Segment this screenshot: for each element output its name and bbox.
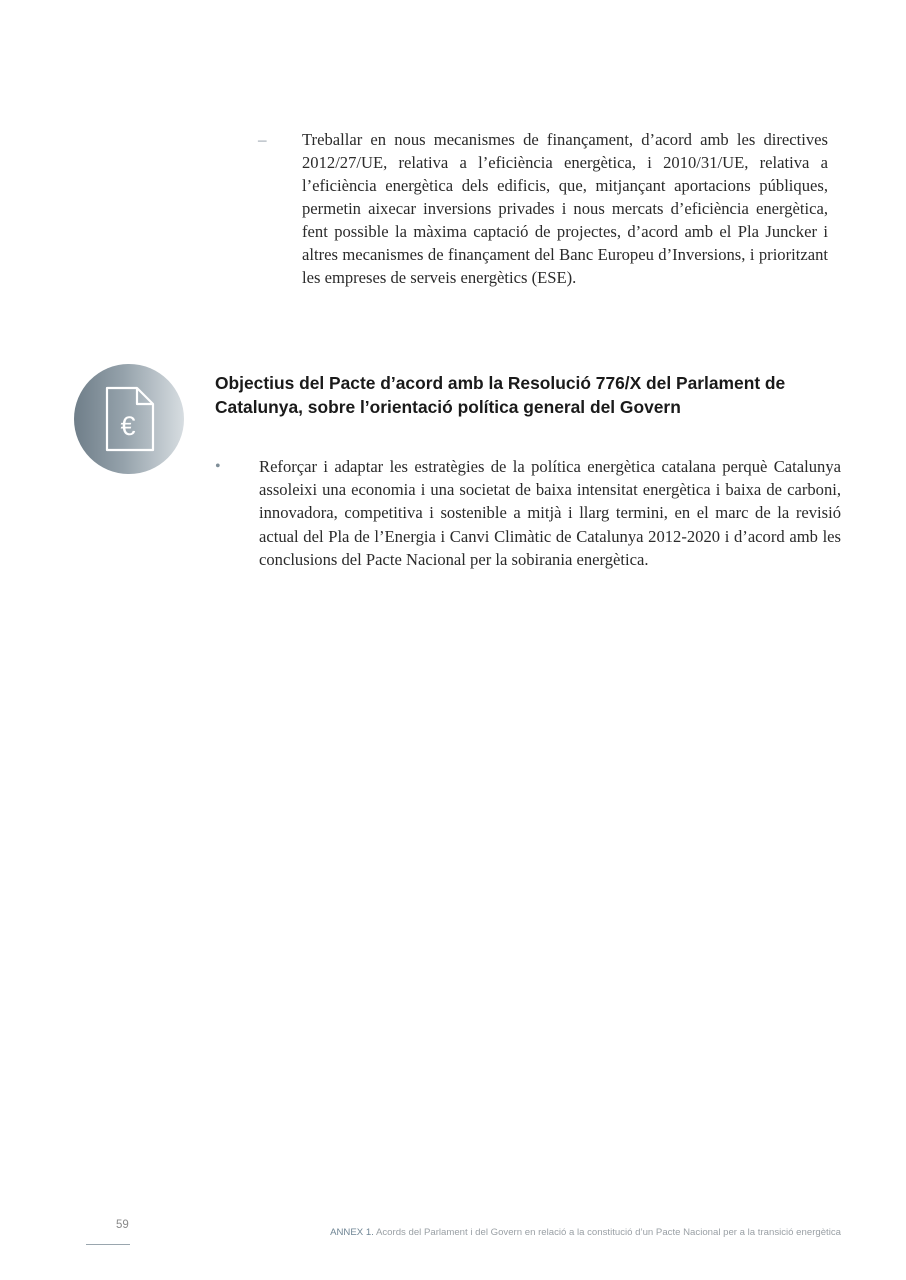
bullet-list-item <box>215 455 841 571</box>
euro-document-icon <box>74 364 184 474</box>
footer-annex-label: ANNEX 1. <box>330 1227 374 1238</box>
running-footer <box>330 1227 841 1238</box>
section-heading: Objectius del Pacte d’acord amb la Resolució 776/X del Parlament de Catalunya, sobre l’orientació política general del Govern <box>215 373 786 417</box>
euro-symbol: € <box>120 411 136 441</box>
footer-annex-title: Acords del Parlament i del Govern en relació a la constitució d’un Pacte Nacional per a la transició energètica <box>375 1227 841 1238</box>
page-number-rule <box>86 1244 130 1245</box>
dash-item-text: Treballar en nous mecanismes de finançament, d’acord amb les directives 2012/27/UE, relativa a l’eficiència energètica, i 2010/31/UE, relativa a l’eficiència energètica dels edificis, que, mitjançant aportacions públiques, permetin aixecar inversions privades i nous mercats d’eficiència energètica, fent possible la màxima captació de projectes, d’acord amb el Pla Juncker i altres mecanismes de finançament del Banc Europeu d’Inversions, i prioritzant les empreses de serveis energètics (ESE). <box>302 130 828 287</box>
dash-list-item <box>258 128 828 289</box>
page-number: 59 <box>116 1219 129 1231</box>
bullet-marker: • <box>215 458 221 475</box>
dash-marker: – <box>258 130 267 149</box>
document-euro-icon <box>74 364 184 474</box>
bullet-item-text: Reforçar i adaptar les estratègies de la política energètica catalana perquè Catalunya assoleixi una economia i una societat de baixa intensitat energètica i baixa de carboni, innovadora, competitiva i sostenible a mitjà i llarg termini, en el marc de la revisió actual del Pla de l’Energia i Canvi Climàtic de Catalunya 2012-2020 i d’acord amb les conclusions del Pacte Nacional per la sobirania energètica. <box>259 457 841 569</box>
